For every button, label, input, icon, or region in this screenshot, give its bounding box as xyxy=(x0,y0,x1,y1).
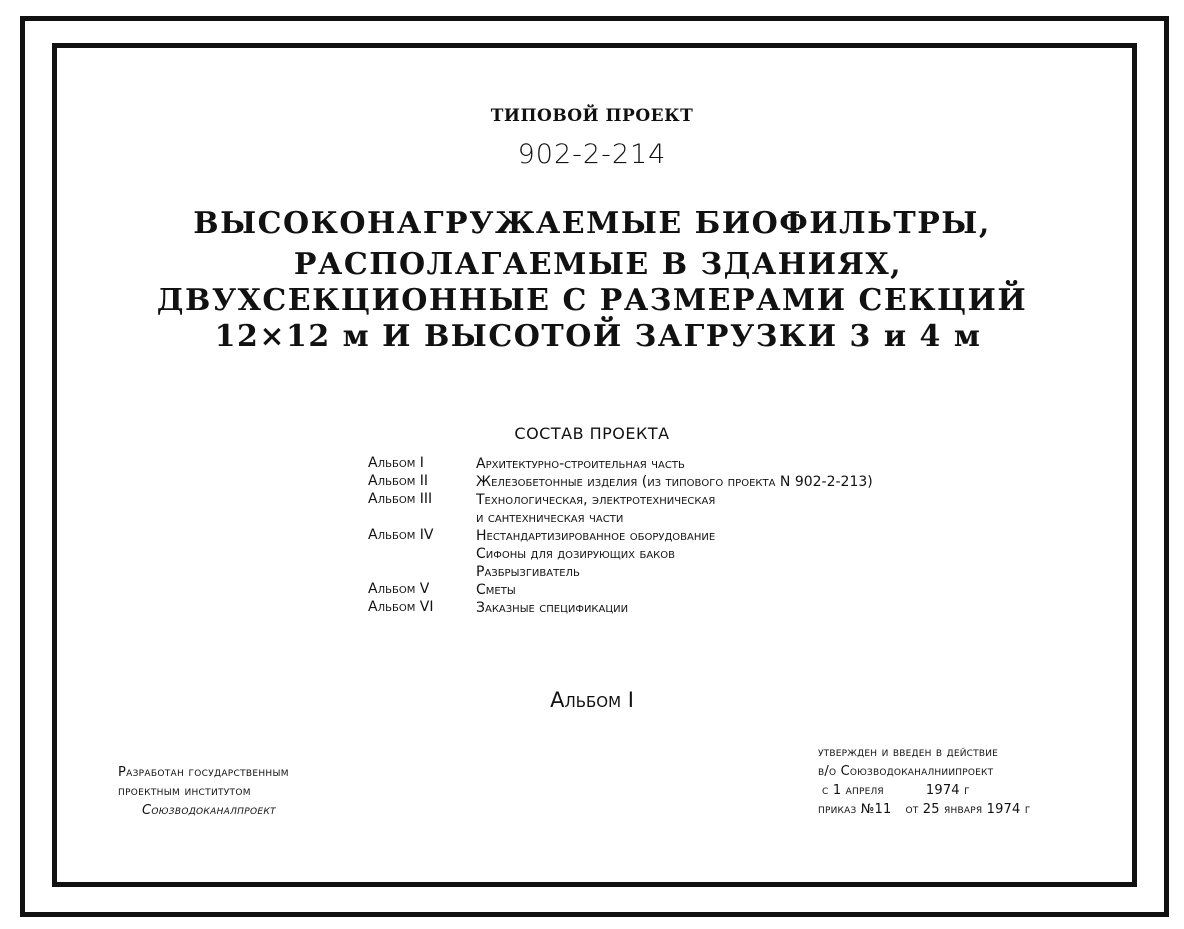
album-description-line: Нестандартизированное оборудование xyxy=(476,528,716,544)
composition-heading: СОСТАВ ПРОЕКТА xyxy=(514,424,670,443)
approval-date-year: 1974 г xyxy=(925,783,970,798)
project-kicker: ТИПОВОЙ ПРОЕКТ xyxy=(490,106,694,126)
title-line-1: ВЫСОКОНАГРУЖАЕМЫЕ БИОФИЛЬТРЫ, xyxy=(193,206,991,241)
approval-block xyxy=(818,743,1031,819)
album-list xyxy=(368,455,873,617)
album-label: Альбом IV xyxy=(368,527,434,543)
approval-date-prefix: с 1 апреля xyxy=(822,783,884,798)
album-row xyxy=(368,473,873,491)
approval-order-date: от 25 января 1974 г xyxy=(905,802,1031,817)
album-description xyxy=(476,455,873,473)
album-row xyxy=(368,527,873,581)
developer-institute-name: Союзводоканалпроект xyxy=(142,803,276,818)
album-row xyxy=(368,599,873,617)
title-line-2: РАСПОЛАГАЕМЫЕ В ЗДАНИЯХ, xyxy=(293,247,903,282)
title-line-4: 12×12 м И ВЫСОТОЙ ЗАГРУЗКИ 3 и 4 м xyxy=(214,319,982,354)
album-row xyxy=(368,491,873,527)
album-description-line: Заказные спецификации xyxy=(476,600,629,616)
album-row xyxy=(368,581,873,599)
album-row xyxy=(368,455,873,473)
developer-block xyxy=(118,763,289,820)
album-description xyxy=(476,581,873,599)
album-description xyxy=(476,491,873,527)
approval-line: утвержден и введен в действие xyxy=(818,745,999,760)
current-album-label: Альбом I xyxy=(550,688,634,712)
approval-date-row xyxy=(818,781,1031,800)
album-description-line: Архитектурно-строительная часть xyxy=(476,456,685,472)
project-number: 902-2-214 xyxy=(517,139,667,170)
approval-organization: в/о Союзводоканалниипроект xyxy=(818,764,994,779)
developer-line: проектным институтом xyxy=(118,784,251,799)
developer-line: Разработан государственным xyxy=(118,765,289,780)
album-description xyxy=(476,599,873,617)
approval-order-number: приказ №11 xyxy=(818,802,892,817)
album-description-line: и сантехническая части xyxy=(476,510,624,526)
album-description-line: Сифоны для дозирующих баков xyxy=(476,546,676,562)
album-description-line: Сметы xyxy=(476,582,516,598)
album-description xyxy=(476,527,873,581)
album-description-line: Разбрызгиватель xyxy=(476,564,580,580)
album-description-line: Железобетонные изделия (из типового проекта N 902-2-213) xyxy=(476,474,873,490)
approval-order-row xyxy=(818,800,1031,819)
title-line-3: ДВУХСЕКЦИОННЫЕ С РАЗМЕРАМИ СЕКЦИЙ xyxy=(156,283,1028,318)
album-label: Альбом II xyxy=(368,473,429,489)
album-description-line: Технологическая, электротехническая xyxy=(476,492,716,508)
album-label: Альбом V xyxy=(368,581,430,597)
album-label: Альбом VI xyxy=(368,599,434,615)
album-description xyxy=(476,473,873,491)
album-label: Альбом III xyxy=(368,491,433,507)
album-label: Альбом I xyxy=(368,455,424,471)
